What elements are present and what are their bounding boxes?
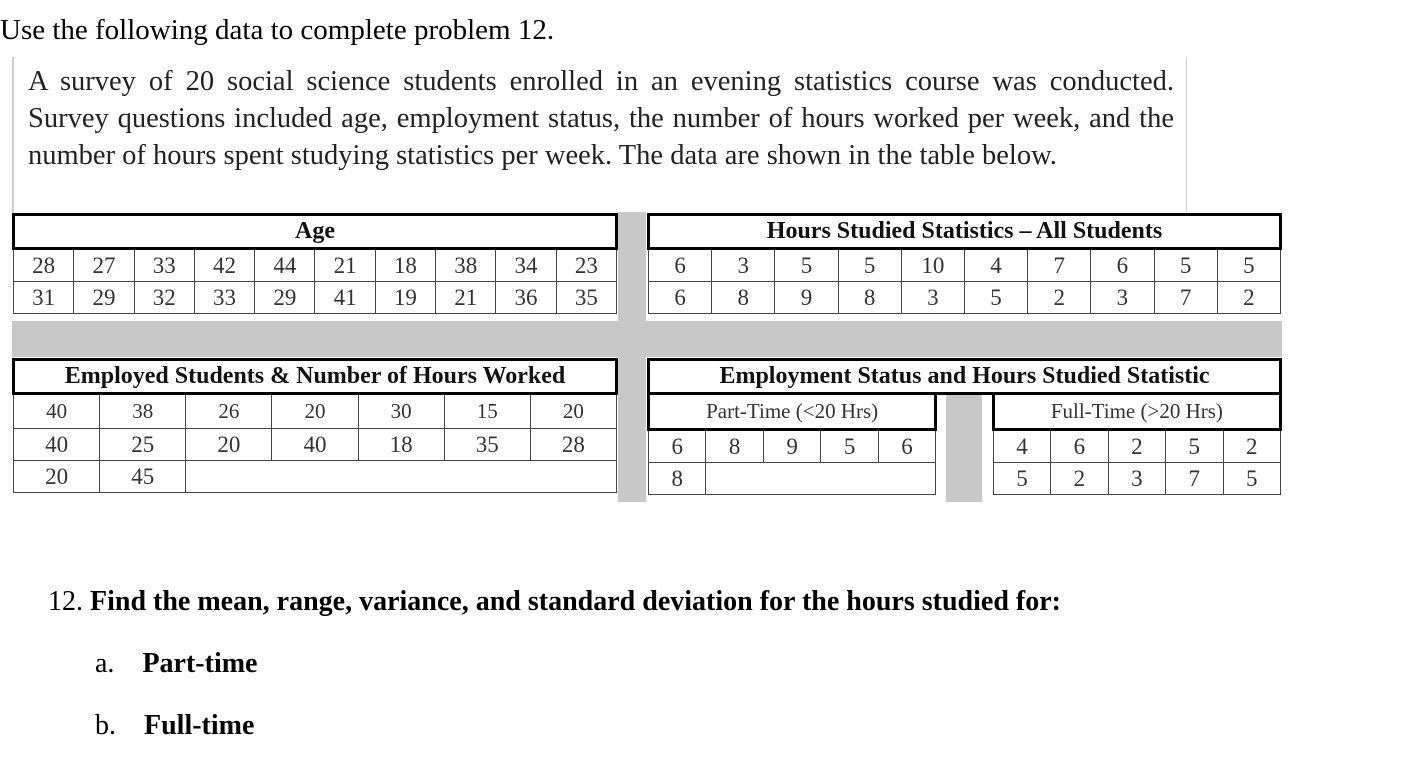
- age-cell: 38: [436, 249, 496, 282]
- worked-cell: 45: [100, 461, 186, 493]
- hours-cell: 5: [775, 249, 838, 282]
- part-cell: 8: [649, 463, 706, 495]
- question-number: 12.: [48, 586, 83, 617]
- hours-cell: 6: [649, 282, 712, 314]
- age-cell: 31: [14, 282, 74, 314]
- hours-cell: 8: [838, 282, 901, 314]
- age-cell: 21: [436, 282, 496, 314]
- part-cell: 9: [763, 430, 820, 463]
- hours-cell: 5: [964, 282, 1027, 314]
- hours-cell: 10: [901, 249, 964, 282]
- full-cell: 5: [1166, 430, 1223, 463]
- hours-cell: 5: [1154, 249, 1217, 282]
- status-gap: [936, 463, 993, 495]
- part-cell: 5: [821, 430, 878, 463]
- hours-cell: 3: [1091, 282, 1154, 314]
- hours-cell: 6: [649, 249, 712, 282]
- hours-cell: 4: [964, 249, 1027, 282]
- age-cell: 19: [375, 282, 435, 314]
- status-title: Employment Status and Hours Studied Statistic: [649, 360, 1281, 394]
- hours-all-title: Hours Studied Statistics – All Students: [649, 215, 1281, 249]
- age-cell: 29: [74, 282, 134, 314]
- full-cell: 2: [1051, 463, 1108, 495]
- empty-cell: [186, 461, 617, 493]
- status-gap: [936, 394, 993, 430]
- hours-cell: 3: [901, 282, 964, 314]
- worked-cell: 15: [444, 394, 530, 429]
- employed-table: [12, 358, 618, 493]
- status-gap: [936, 430, 993, 463]
- part-cell: 8: [706, 430, 763, 463]
- full-cell: 6: [1051, 430, 1108, 463]
- age-table: [12, 213, 618, 314]
- hours-cell: 5: [838, 249, 901, 282]
- age-cell: 42: [194, 249, 254, 282]
- empty-cell: [706, 463, 936, 495]
- full-cell: 3: [1108, 463, 1165, 495]
- question-text: Find the mean, range, variance, and standard deviation for the hours studied for:: [90, 586, 1061, 617]
- worked-cell: 20: [530, 394, 616, 429]
- full-cell: 5: [993, 463, 1050, 495]
- worked-cell: 25: [100, 429, 186, 461]
- worked-cell: 30: [358, 394, 444, 429]
- age-cell: 44: [255, 249, 315, 282]
- option-a-text: Part-time: [142, 648, 258, 679]
- worked-cell: 40: [272, 429, 358, 461]
- age-cell: 18: [375, 249, 435, 282]
- worked-cell: 40: [14, 394, 100, 429]
- age-cell: 36: [496, 282, 556, 314]
- age-cell: 33: [134, 249, 194, 282]
- hours-cell: 9: [775, 282, 838, 314]
- hours-all-table: [647, 213, 1282, 314]
- age-cell: 23: [556, 249, 616, 282]
- hours-cell: 2: [1217, 282, 1280, 314]
- worked-cell: 20: [186, 429, 272, 461]
- age-cell: 33: [194, 282, 254, 314]
- worked-cell: 38: [100, 394, 186, 429]
- age-cell: 29: [255, 282, 315, 314]
- status-table: [647, 358, 1282, 495]
- option-b-text: Full-time: [144, 710, 255, 741]
- question: [48, 586, 1061, 618]
- hours-cell: 3: [712, 249, 775, 282]
- full-time-label: Full-Time (>20 Hrs): [993, 394, 1280, 430]
- age-cell: 32: [134, 282, 194, 314]
- worked-cell: 40: [14, 429, 100, 461]
- part-cell: 6: [878, 430, 935, 463]
- option-b: [95, 710, 254, 742]
- full-cell: 5: [1223, 463, 1280, 495]
- age-cell: 34: [496, 249, 556, 282]
- hours-cell: 2: [1028, 282, 1091, 314]
- employed-title: Employed Students & Number of Hours Worked: [14, 360, 617, 394]
- hours-cell: 8: [712, 282, 775, 314]
- age-title: Age: [14, 215, 617, 249]
- full-cell: 4: [993, 430, 1050, 463]
- full-cell: 2: [1108, 430, 1165, 463]
- hours-cell: 6: [1091, 249, 1154, 282]
- worked-cell: 26: [186, 394, 272, 429]
- age-cell: 41: [315, 282, 375, 314]
- age-cell: 28: [14, 249, 74, 282]
- hours-cell: 5: [1217, 249, 1280, 282]
- horizontal-separator: [12, 321, 1282, 357]
- worked-cell: 28: [530, 429, 616, 461]
- option-b-label: b.: [95, 710, 116, 741]
- part-cell: 6: [649, 430, 706, 463]
- intro-text: Use the following data to complete problem 12.: [0, 14, 555, 46]
- hours-cell: 7: [1154, 282, 1217, 314]
- part-time-label: Part-Time (<20 Hrs): [649, 394, 936, 430]
- description-box: [12, 57, 1187, 213]
- option-a: [95, 648, 257, 680]
- worked-cell: 20: [272, 394, 358, 429]
- age-cell: 21: [315, 249, 375, 282]
- description-text: A survey of 20 social science students enrolled in an evening statistics course was conducted. Survey questions included age, employment status, the number of hours worked per week, and the number of hours spent studying statistics per week. The data are shown in the table below.: [28, 66, 1174, 171]
- vertical-separator: [618, 212, 646, 502]
- worked-cell: 20: [14, 461, 100, 493]
- hours-cell: 7: [1028, 249, 1091, 282]
- full-cell: 7: [1166, 463, 1223, 495]
- age-cell: 35: [556, 282, 616, 314]
- worked-cell: 18: [358, 429, 444, 461]
- full-cell: 2: [1223, 430, 1280, 463]
- worked-cell: 35: [444, 429, 530, 461]
- option-a-label: a.: [95, 648, 115, 679]
- age-cell: 27: [74, 249, 134, 282]
